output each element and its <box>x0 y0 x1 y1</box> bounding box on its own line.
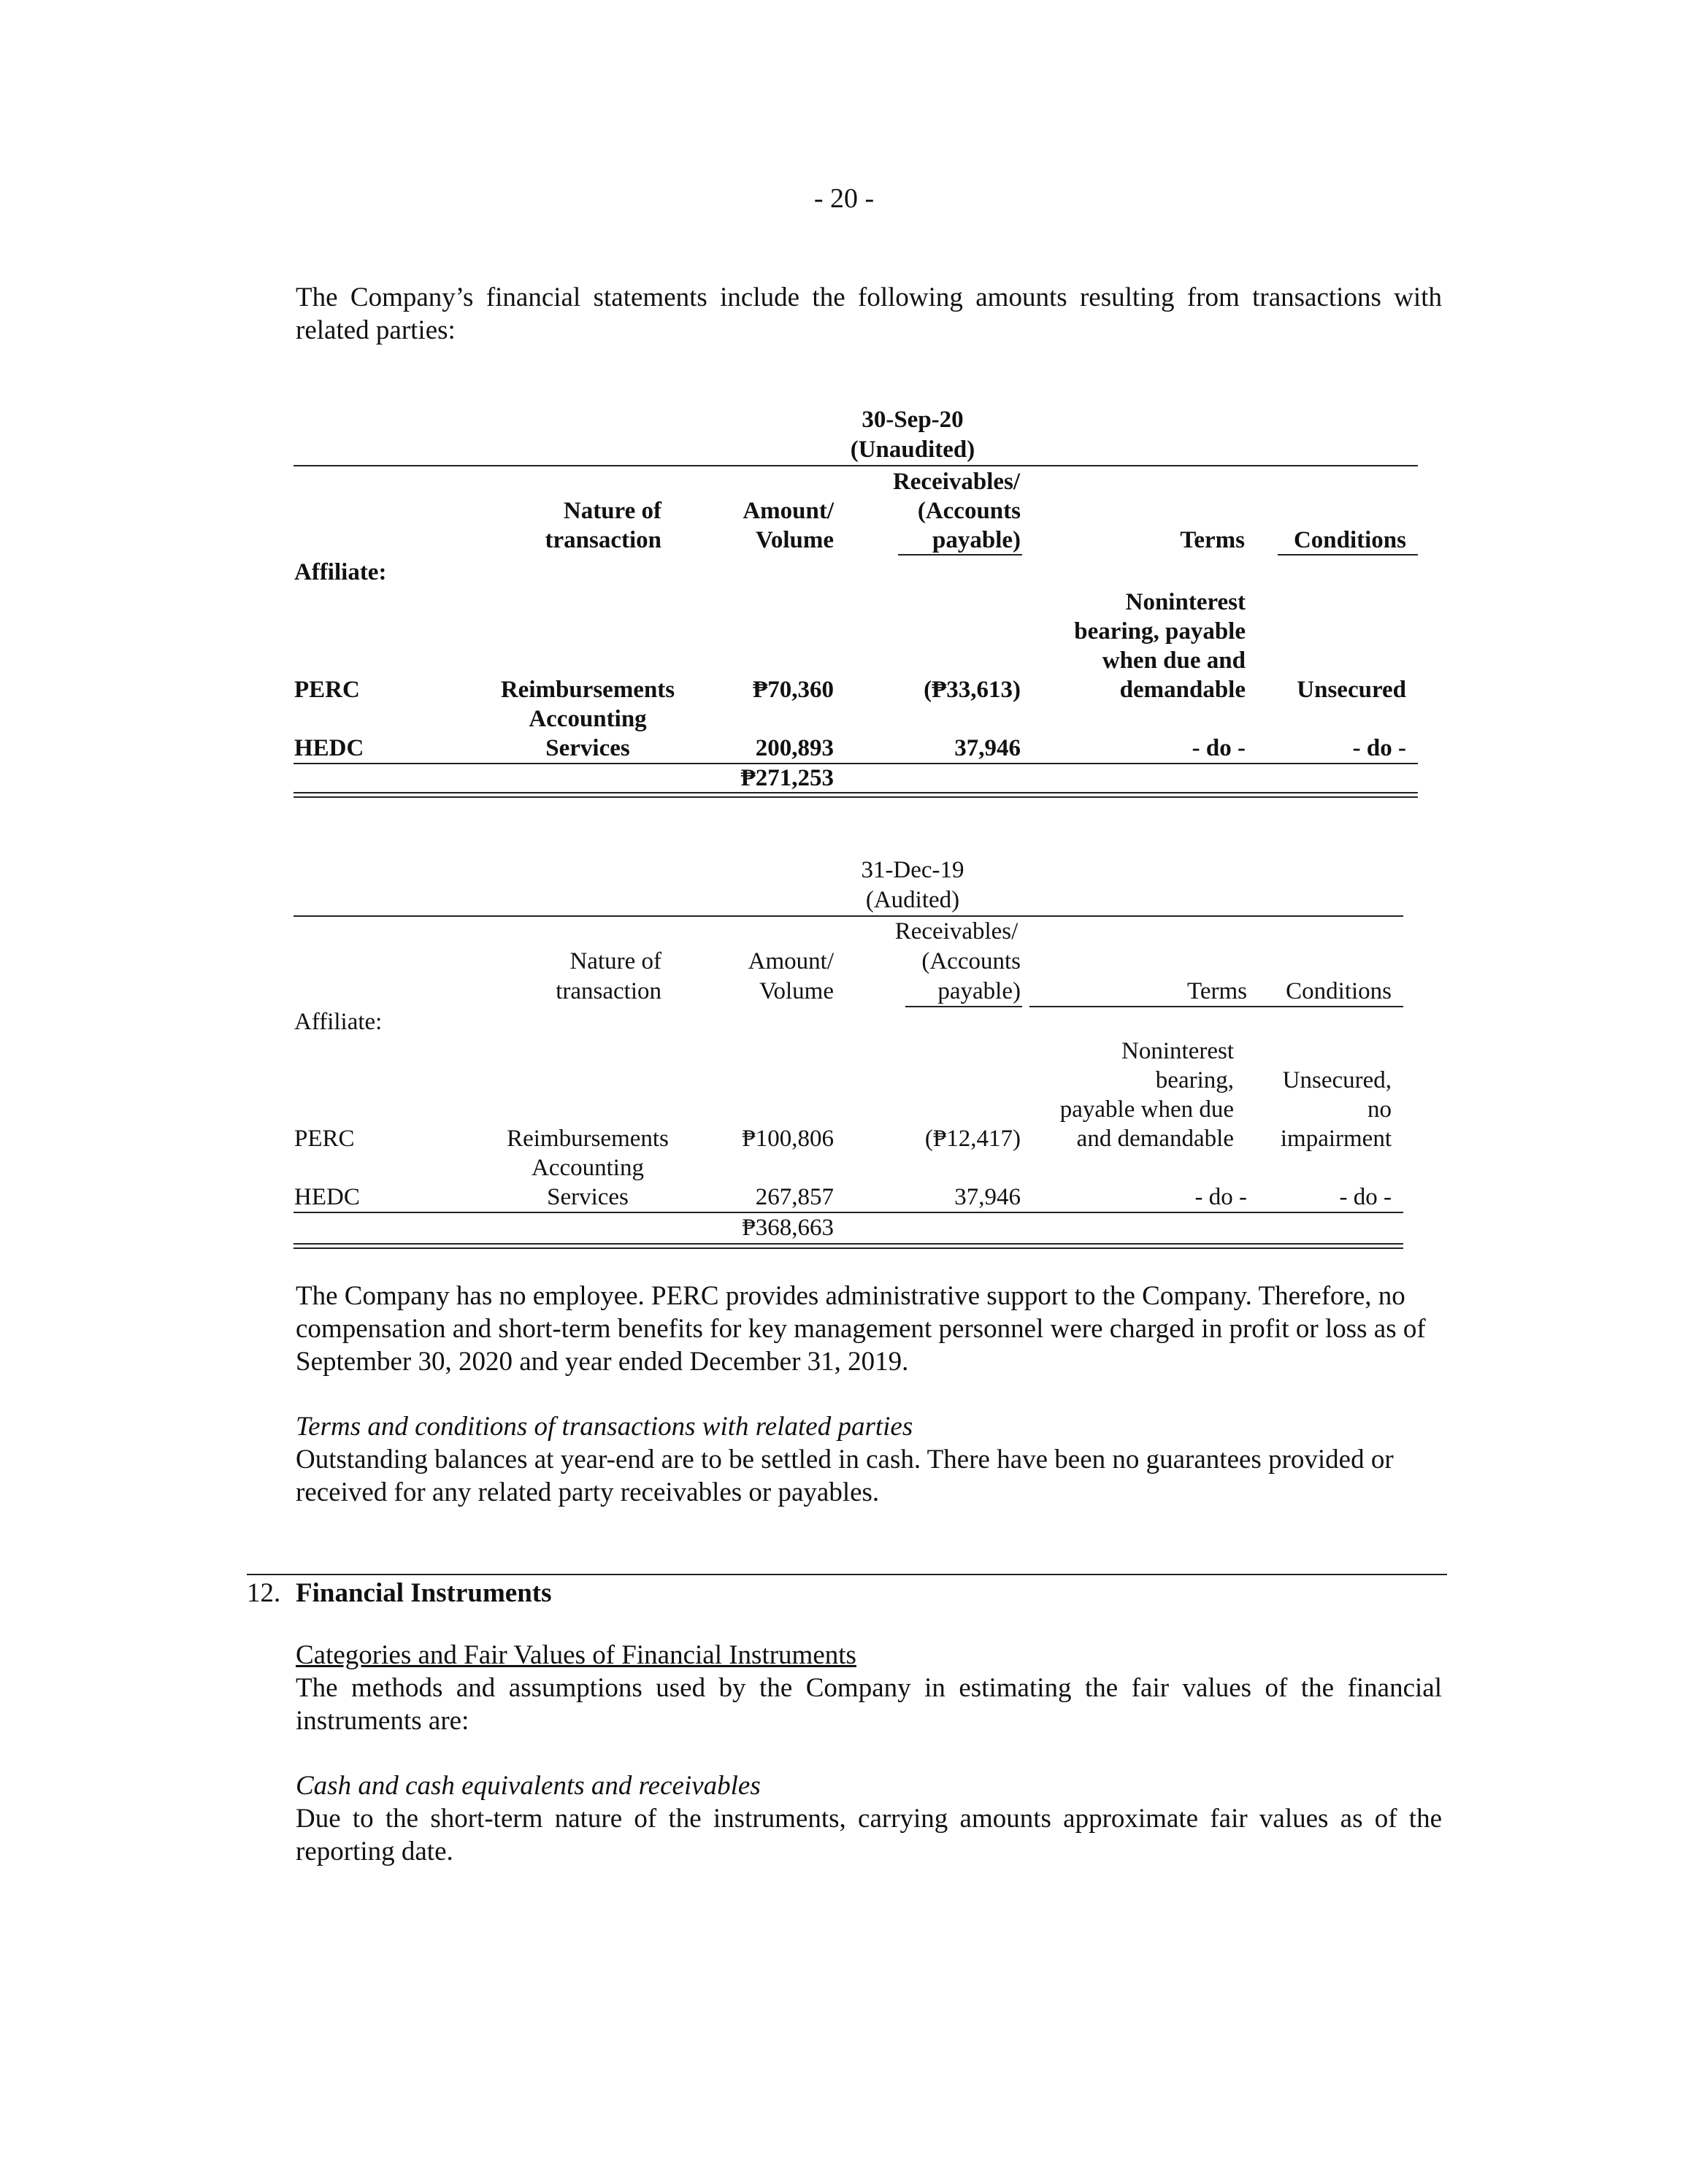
table-2020-row-hedc-party: HEDC <box>294 735 364 761</box>
table-2019-row-perc-nature: Reimbursements <box>507 1126 669 1152</box>
table-2019-header-underline-terms-conditions <box>1029 1006 1403 1007</box>
table-2019-row-hedc-amount: 267,857 <box>755 1184 834 1210</box>
table-2019-conditions-line-2: no <box>1367 1096 1392 1123</box>
employee-paragraph: The Company has no employee. PERC provides administrative support to the Company. Therefore, no compensation and short-term benefits for key management personnel were charged in profit or loss as of September 30, 2020 and year ended December 31, 2019. <box>296 1281 1426 1377</box>
table-2020-terms-line-1: Noninterest <box>1125 589 1246 615</box>
table-2020-row-hedc-nature-2: Services <box>545 735 630 761</box>
table-2019-row-rule <box>294 1212 1403 1213</box>
table-2019-date: 31-Dec-19 <box>861 857 964 883</box>
table-2019-status: (Audited) <box>865 887 960 913</box>
table-2020-date: 30-Sep-20 <box>862 407 964 433</box>
cash-heading: Cash and cash equivalents and receivables <box>296 1771 761 1801</box>
table-2019-row-hedc-terms: - do - <box>1194 1184 1247 1210</box>
table-2020-header-underline-conditions <box>1278 554 1418 555</box>
table-2020-row-hedc-receivable: 37,946 <box>954 735 1021 761</box>
terms-heading: Terms and conditions of transactions with related parties <box>296 1412 913 1442</box>
table-2019-row-perc-amount: ₱100,806 <box>742 1126 834 1152</box>
table-2019-header-underline-receivables <box>905 1006 1022 1007</box>
table-2020-header-amount-1: Amount/ <box>743 498 834 524</box>
table-2020-header-amount-2: Volume <box>756 527 834 553</box>
table-2020-row-hedc-conditions: - do - <box>1352 735 1406 761</box>
section-title: Financial Instruments <box>296 1578 552 1608</box>
methods-paragraph: The methods and assumptions used by the Company in estimating the fair values of the financial instruments are: <box>296 1673 1442 1736</box>
table-2019-header-receivables-3: payable) <box>937 978 1021 1004</box>
table-2019-conditions-line-3: impairment <box>1280 1126 1392 1152</box>
table-2019-total: ₱368,663 <box>742 1215 834 1241</box>
terms-paragraph: Outstanding balances at year-end are to be settled in cash. There have been no guarantees provided or received for any related party receivables or payables. <box>296 1445 1394 1507</box>
table-2020-header-conditions: Conditions <box>1293 527 1406 553</box>
table-2019-row-hedc-receivable: 37,946 <box>954 1184 1021 1210</box>
fair-values-subheading: Categories and Fair Values of Financial Instruments <box>296 1640 856 1670</box>
table-2019-header-amount-2: Volume <box>759 978 834 1004</box>
table-2020-row-perc-receivable: (₱33,613) <box>924 677 1021 703</box>
cash-paragraph: Due to the short-term nature of the instruments, carrying amounts approximate fair values as of the reporting date. <box>296 1804 1442 1866</box>
table-2019-row-hedc-conditions: - do - <box>1339 1184 1392 1210</box>
table-2020-header-receivables-1: Receivables/ <box>892 469 1021 495</box>
table-2019-terms-line-2: bearing, <box>1155 1067 1234 1093</box>
table-2019-header-conditions: Conditions <box>1286 978 1392 1004</box>
table-2020-terms-line-2: bearing, payable <box>1074 618 1246 645</box>
table-2020-header-nature-2: transaction <box>545 527 661 553</box>
table-2019-top-rule <box>294 915 1403 917</box>
table-2020-status: (Unaudited) <box>850 437 975 463</box>
table-2019-header-amount-1: Amount/ <box>748 948 834 974</box>
table-2019-row-perc-party: PERC <box>294 1126 355 1152</box>
table-2020-header-receivables-3: payable) <box>932 527 1021 553</box>
table-2019-header-receivables-1: Receivables/ <box>894 918 1018 945</box>
table-2020-row-perc-party: PERC <box>294 677 360 703</box>
page-number: - 20 - <box>813 183 875 214</box>
table-2020-double-rule <box>294 792 1418 798</box>
table-2019-terms-line-4: and demandable <box>1076 1126 1234 1152</box>
table-2019-row-hedc-nature-1: Accounting <box>532 1155 644 1181</box>
table-2020-terms-line-4: demandable <box>1119 677 1246 703</box>
table-2020-row-hedc-amount: 200,893 <box>755 735 834 761</box>
table-2020-header-underline-receivables <box>898 554 1022 555</box>
table-2019-header-nature-2: transaction <box>556 978 661 1004</box>
table-2020-row-hedc-terms: - do - <box>1192 735 1246 761</box>
table-2020-row-rule <box>294 763 1418 764</box>
table-2019-terms-line-1: Noninterest <box>1121 1038 1234 1064</box>
table-2020-row-perc-conditions: Unsecured <box>1297 677 1406 703</box>
table-2020-affiliate-label: Affiliate: <box>294 559 387 585</box>
table-2019-header-nature-1: Nature of <box>569 948 661 974</box>
table-2020-row-perc-amount: ₱70,360 <box>753 677 834 703</box>
table-2019-terms-line-3: payable when due <box>1059 1096 1234 1123</box>
table-2019-row-hedc-party: HEDC <box>294 1184 360 1210</box>
table-2020-terms-line-3: when due and <box>1102 647 1246 674</box>
section-number: 12. <box>247 1578 281 1608</box>
table-2020-top-rule <box>294 465 1418 466</box>
table-2019-affiliate-label: Affiliate: <box>294 1009 383 1035</box>
table-2020-total: ₱271,253 <box>740 765 834 791</box>
table-2020-header-nature-1: Nature of <box>563 498 661 524</box>
table-2019-row-hedc-nature-2: Services <box>547 1184 629 1210</box>
table-2020-header-terms: Terms <box>1180 527 1245 553</box>
table-2019-conditions-line-1: Unsecured, <box>1282 1067 1392 1093</box>
table-2019-header-receivables-2: (Accounts <box>921 948 1021 974</box>
table-2019-row-perc-receivable: (₱12,417) <box>924 1126 1021 1152</box>
table-2019-double-rule <box>294 1243 1403 1249</box>
section-divider <box>247 1574 1447 1575</box>
table-2020-row-hedc-nature-1: Accounting <box>529 706 647 732</box>
intro-paragraph: The Company’s financial statements include the following amounts resulting from transactions with related parties: <box>296 282 1442 345</box>
table-2020-row-perc-nature: Reimbursements <box>500 677 675 703</box>
table-2019-header-terms: Terms <box>1186 978 1247 1004</box>
table-2020-header-receivables-2: (Accounts <box>917 498 1021 524</box>
